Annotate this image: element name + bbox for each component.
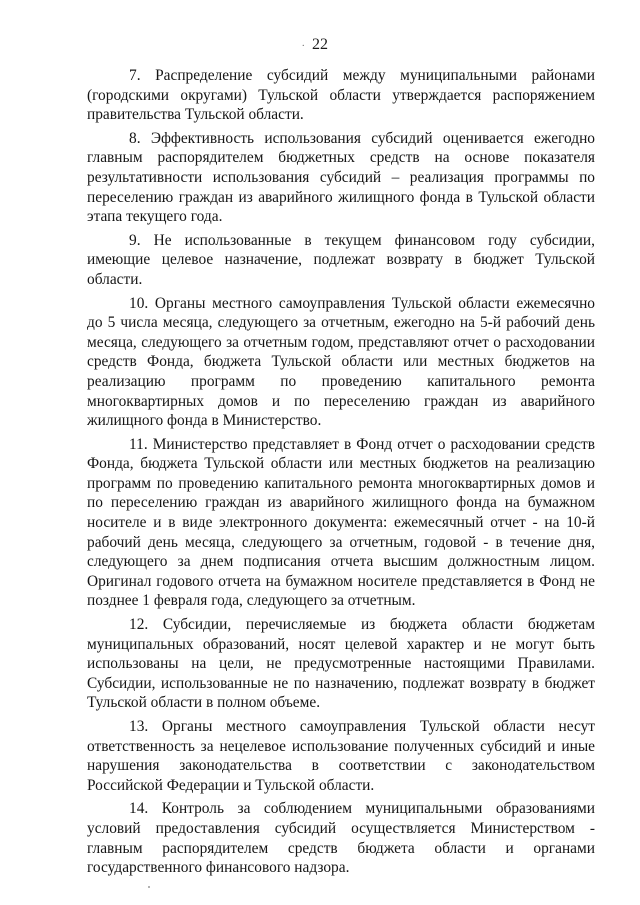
paragraph-12: 12. Субсидии, перечисляемые из бюджета области бюджетам муниципальных образований, носят целевой характер и не могут быть использованы на цели, не предусмотренные настоящими Правилами. Субсидии, использованные не по назначению, подлежат возврату в бюджет Тульской области в полном объеме. [87,616,595,712]
paragraph-8: 8. Эффективность использования субсидий оценивается ежегодно главным распорядителем бюджетных средств на основе показателя результативности использования субсидий – реализация программы по переселению граждан из аварийного жилищного фонда в Тульской области этапа текущего года. [87,129,595,226]
paragraph-10: 10. Органы местного самоуправления Тульской области ежемесячно до 5 числа месяца, следующего за отчетным, ежегодно на 5-й рабочий день месяца, следующего за отчетным годом, представляют отчет о расходовании средств Фонда, бюджета Тульской области или местных бюджетов на реализацию программ по проведению капитального ремонта многоквартирных домов и по переселению граждан из аварийного жилищного фонда в Министерство. [87,294,595,430]
page-number: . 22 [312,36,328,54]
paragraph-9: 9. Не использованные в текущем финансовом году субсидии, имеющие целевое назначение, подлежат возврату в бюджет Тульской области. [87,231,595,288]
paragraph-14: 14. Контроль за соблюдением муниципальными образованиями условий предоставления субсидий осуществляется Министерством - главным распорядителем средств бюджета области и органами государственного финансового надзора. [87,800,595,877]
paragraph-7: 7. Распределение субсидий между муниципальными районами (городскими округами) Тульской области утверждается распоряжением правительства Тульской области. [87,67,595,124]
paragraph-11: 11. Министерство представляет в Фонд отчет о расходовании средств Фонда, бюджета Тульской области или местных бюджетов на реализацию программ по проведению капитального ремонта многоквартирных домов и по переселению граждан из аварийного жилищного фонда на бумажном носителе и в виде электронного документа: ежемесячный отчет - на 10-й рабочий день месяца, следующего за отчетным, годовой - в течение дня, следующего за днем подписания отчета высшим должностным лицом. Оригинал годового отчета на бумажном носителе представляется в Фонд не позднее 1 февраля года, следующего за отчетным. [87,435,595,610]
paragraph-13: 13. Органы местного самоуправления Тульской области несут ответственность за нецелевое использование полученных субсидий и иные нарушения законодательства в соответствии с законодательством Российской Федерации и Тульской области. [87,718,595,794]
scan-artifact-dot [148,886,150,888]
document-body [87,66,595,882]
